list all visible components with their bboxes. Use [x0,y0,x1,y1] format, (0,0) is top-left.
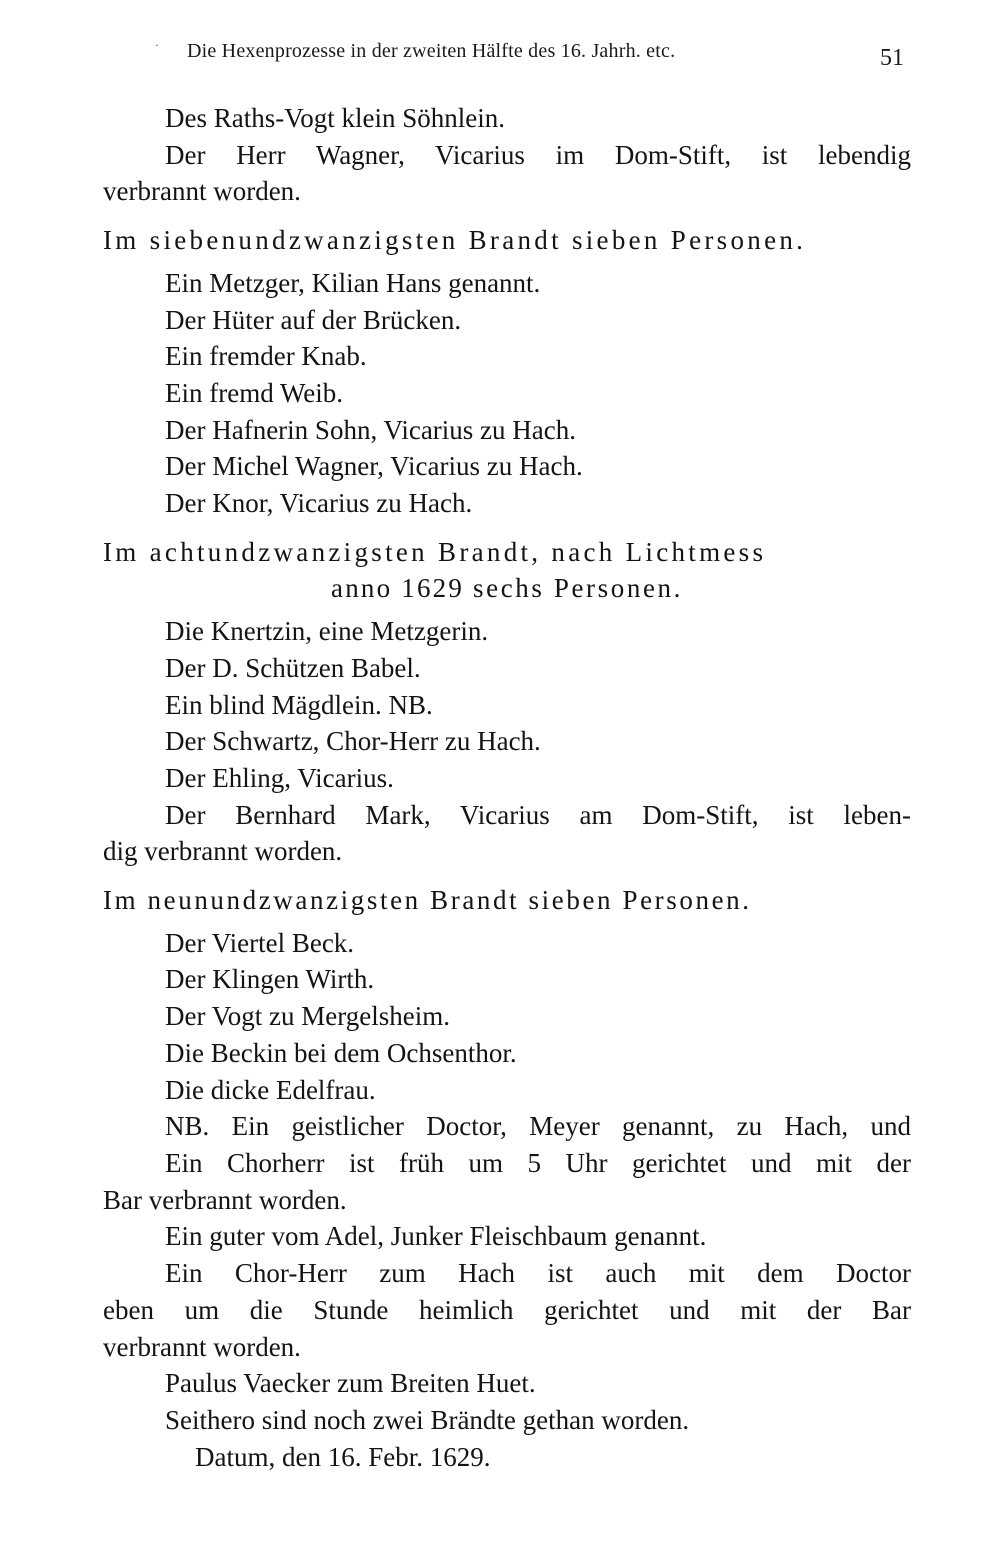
text-line: Ein Chor-Herr zum Hach ist auch mit dem Doctor [165,1258,911,1289]
text-line: Des Raths-Vogt klein Söhnlein. [165,103,505,133]
text-line: NB. Ein geistlicher Doctor, Meyer genannt, zu Hach, und [165,1111,911,1142]
text-line: Bar verbrannt worden. [103,1184,347,1215]
text-line: verbrannt worden. [103,176,301,207]
text-line: Seithero sind noch zwei Brändte gethan worden. [165,1404,690,1435]
text-line: eben um die Stunde heimlich gerichtet und mit der Bar [103,1294,911,1325]
page-number: 51 [880,45,904,71]
text-line: Der Hafnerin Sohn, Vicarius zu Hach. [165,414,576,445]
text-line: Ein fremder Knab. [165,341,367,372]
text-line: Der Klingen Wirth. [165,964,375,995]
date-line: Datum, den 16. Febr. 1629. [195,1441,491,1472]
text-line: Ein guter vom Adel, Junker Fleischbaum genannt. [165,1221,707,1252]
text-line: Der Bernhard Mark, Vicarius am Dom-Stift, ist leben- [165,799,911,830]
text-line: Der Herr Wagner, Vicarius im Dom-Stift, ist lebendig [165,139,911,170]
text-line: Der Schwartz, Chor-Herr zu Hach. [165,726,541,757]
text-line: Die Beckin bei dem Ochsenthor. [165,1037,517,1068]
text-line: Die Knertzin, eine Metzgerin. [165,616,489,647]
text-line: Ein fremd Weib. [165,377,344,408]
text-line: dig verbrannt worden. [103,836,343,867]
text-line: Der Viertel Beck. [165,927,355,958]
text-line: Paulus Vaecker zum Breiten Huet. [165,1368,536,1399]
running-header: Die Hexenprozesse in der zweiten Hälfte des 16. Jahrh. etc. [187,40,676,62]
text-line: Ein blind Mägdlein. NB. [165,689,433,720]
section-heading: Im neunundzwanzigsten Brandt sieben Personen. [103,885,752,916]
margin-mark: · [155,38,159,52]
section-heading-cont [103,570,911,607]
text-line: Ein Metzger, Kilian Hans genannt. [165,267,541,298]
section-heading: Im achtundzwanzigsten Brandt, nach Lichtmess [103,536,767,567]
section-heading: Im siebenundzwanzigsten Brandt sieben Personen. [103,225,807,256]
heading-year: anno 1629 [331,573,465,604]
text-line: Der Vogt zu Mergelsheim. [165,1001,450,1032]
text-line: verbrannt worden. [103,1331,301,1362]
text-line: Der Hüter auf der Brücken. [165,304,462,335]
text-line: Der Knor, Vicarius zu Hach. [165,488,473,519]
text-line: Der Michel Wagner, Vicarius zu Hach. [165,451,583,482]
text-line: Die dicke Edelfrau. [165,1074,376,1105]
text-line: Der Ehling, Vicarius. [165,762,394,793]
heading-rest: sechs Personen. [473,573,683,604]
page-body [103,100,911,1475]
text-line: Der D. Schützen Babel. [165,652,421,683]
text-line: Ein Chorherr ist früh um 5 Uhr gerichtet und mit der [165,1147,911,1178]
